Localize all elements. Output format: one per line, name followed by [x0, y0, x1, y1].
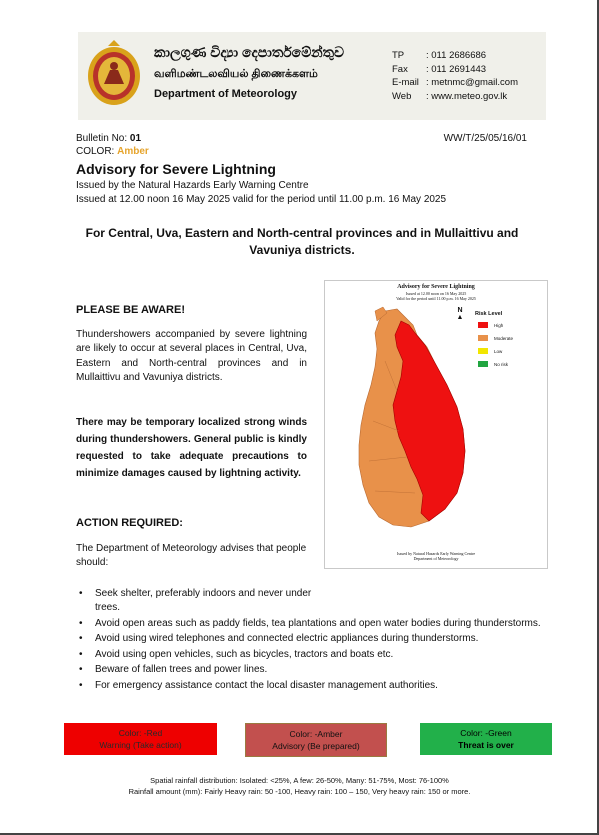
- list-item: • Beware of fallen trees and power lines.: [78, 663, 548, 677]
- action-heading: ACTION REQUIRED:: [76, 517, 183, 529]
- issued-at: Issued at 12.00 noon 16 May 2025 valid for the period until 11.00 p.m. 16 May 2025: [76, 194, 447, 205]
- contact-email-link[interactable]: : metnmc@gmail.com: [426, 77, 518, 88]
- map-legend-item: [478, 348, 502, 354]
- bulletin-color: [76, 146, 149, 157]
- list-item: • Avoid using open vehicles, such as bicycles, tractors and boats etc.: [78, 648, 548, 662]
- action-list: [78, 587, 548, 695]
- legend-amber-line2: Advisory (Be prepared): [272, 741, 360, 751]
- list-item: • For emergency assistance contact the local disaster management authorities.: [78, 679, 548, 693]
- map-legend-item: [478, 335, 513, 341]
- sri-lanka-emblem-icon: [86, 40, 142, 108]
- contact-key: Fax: [392, 63, 408, 75]
- risk-map: [324, 280, 548, 569]
- advisory-title: Advisory for Severe Lightning: [76, 161, 276, 177]
- aware-text: Thundershowers accompanied by severe lightning are likely to occur at several places in Central, Uva, Eastern and North-central provinces and in Mullaittivu and Vavuniya districts.: [76, 329, 307, 383]
- contact-key: Web: [392, 90, 412, 102]
- aware-heading: PLEASE BE AWARE!: [76, 304, 185, 316]
- action-intro: The Department of Meteorology advises that people should:: [76, 543, 307, 568]
- contact-row: [392, 90, 518, 104]
- map-legend-title: Risk Level: [475, 311, 503, 317]
- footnote-amount: Rainfall amount (mm): Fairly Heavy rain: 50 -100, Heavy rain: 100 – 150, Very heavy rain: 150 or more.: [128, 787, 471, 796]
- dept-name-sinhala: කාලගුණ විද්‍යා දෙපාර්තමේන්තුව: [154, 44, 345, 60]
- map-credit: Department of Meteorology: [413, 556, 459, 561]
- list-item: • Seek shelter, preferably indoors and never under trees.: [78, 587, 325, 615]
- dept-name-tamil: வளிமண்டலவியல் திணைக்களம்: [154, 68, 318, 80]
- legend-swatch: [478, 335, 488, 341]
- map-credit: Issued by Natural Hazards Early Warning Centre: [396, 551, 476, 556]
- map-subtitle: Issued at 12.00 noon on 16 May 2025: [405, 291, 467, 296]
- legend-swatch: [478, 348, 488, 354]
- legend-label: Low: [494, 348, 503, 354]
- bulletin-number: [76, 133, 141, 144]
- bulletin-number-value: 01: [129, 133, 142, 144]
- map-legend-item: [478, 322, 503, 328]
- legend-swatch: [478, 322, 488, 328]
- contact-row: [392, 49, 518, 63]
- legend-amber-box: [245, 723, 387, 757]
- legend-label: Moderate: [494, 335, 514, 341]
- letterhead: [78, 32, 546, 120]
- legend-label: No risk: [494, 361, 509, 367]
- legend-green-line2: Threat is over: [458, 740, 514, 750]
- footnote-spatial: Spatial rainfall distribution: Isolated: <25%, A few: 26-50%, Many: 51-75%, Most: 76-100%: [150, 776, 449, 785]
- contact-row: [392, 63, 518, 77]
- map-legend-item: [478, 361, 508, 367]
- contact-block: [392, 49, 518, 103]
- affected-region: For Central, Uva, Eastern and North-central provinces and in Mullaittivu and Vavuniya districts.: [85, 226, 519, 257]
- bulletin-reference: WW/T/25/05/16/01: [443, 133, 527, 144]
- legend-red-box: [64, 723, 217, 755]
- north-arrow-icon: N ▲: [456, 307, 464, 321]
- color-label: COLOR:: [76, 146, 118, 157]
- north-label: N: [457, 307, 463, 314]
- issued-by: Issued by the Natural Hazards Early Warning Centre: [76, 180, 309, 191]
- color-value: Amber: [117, 146, 149, 157]
- legend-green-line1: Color: -Green: [460, 728, 512, 738]
- legend-swatch: [478, 361, 488, 367]
- bulletin-label: Bulletin No:: [76, 133, 130, 144]
- aware-bold-text: There may be temporary localized strong winds during thundershowers. General public is kindly requested to take adequate precautions to minimize damages caused by lightning activity.: [76, 417, 307, 479]
- map-subtitle: Valid for the period until 11.00 p.m. 16 May 2025: [396, 296, 476, 301]
- contact-web-link[interactable]: : www.meteo.gov.lk: [426, 90, 508, 102]
- contact-value: : 011 2691443: [426, 63, 487, 75]
- legend-label: High: [494, 322, 504, 328]
- legend-green-box: [420, 723, 552, 755]
- legend-red-line2: Warning (Take action): [99, 740, 182, 750]
- dept-name-english: Department of Meteorology: [154, 88, 298, 100]
- contact-key: E-mail: [392, 77, 419, 88]
- legend-red-line1: Color: -Red: [118, 728, 163, 738]
- contact-key: TP: [392, 50, 405, 61]
- legend-amber-line1: Color: -Amber: [289, 729, 343, 739]
- list-item: • Avoid using wired telephones and connected electric appliances during thunderstorms.: [78, 632, 548, 646]
- contact-row: [392, 76, 518, 90]
- list-item: • Avoid open areas such as paddy fields, tea plantations and open water bodies during thunderstorms.: [78, 617, 548, 631]
- map-title: Advisory for Severe Lightning: [397, 284, 475, 290]
- contact-value: : 011 2686686: [426, 50, 487, 61]
- sri-lanka-map-icon: [325, 281, 547, 568]
